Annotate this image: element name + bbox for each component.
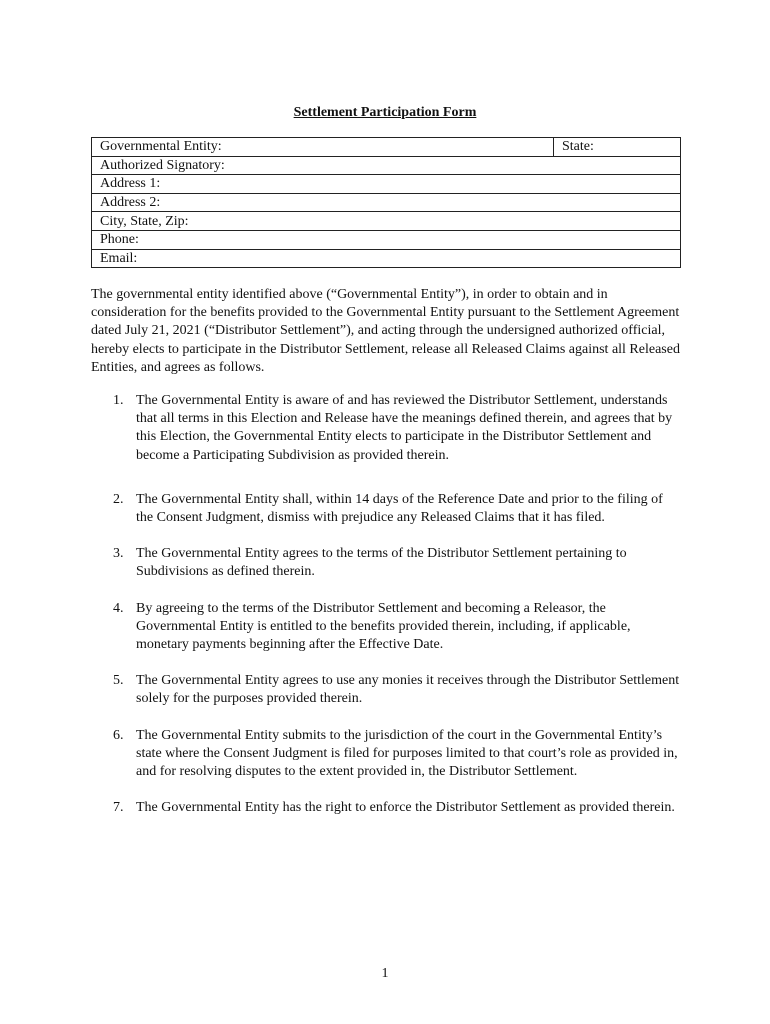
- clause-text: The Governmental Entity submits to the jurisdiction of the court in the Governmental Entity’s state where the Consent Judgment is filed for purposes limited to that court’s role as provided in, and for resolving disputes to the extent provided in, the Distributor Settlement.: [136, 727, 678, 780]
- table-row: [92, 212, 681, 231]
- intro-paragraph: The governmental entity identified above (“Governmental Entity”), in order to obtain and in consideration for the benefits provided to the Governmental Entity pursuant to the Settlement Agreement dated July 21, 2021 (“Distributor Settlement”), and acting through the undersigned authorized official, hereby elects to participate in the Distributor Settlement, release all Released Claims against all Released Entities, and agrees as follows.: [91, 287, 680, 375]
- email-field: Email:: [92, 249, 681, 268]
- city-state-zip-field: City, State, Zip:: [92, 212, 681, 231]
- clause-item: [91, 672, 681, 708]
- clause-number: 5.: [113, 673, 124, 689]
- table-row: [92, 230, 681, 249]
- clause-number: 3.: [113, 546, 124, 562]
- clause-item: [91, 491, 681, 527]
- clause-item: [91, 545, 681, 581]
- clause-number: 4.: [113, 600, 124, 616]
- clause-text: The Governmental Entity is aware of and has reviewed the Distributor Settlement, understands that all terms in this Election and Release have the meanings defined therein, and agrees that by this Election, the Governmental Entity elects to participate in the Distributor Settlement and become a Participating Subdivision as provided therein.: [136, 393, 673, 463]
- address-2-field: Address 2:: [92, 193, 681, 212]
- entity-info-table: [91, 137, 681, 268]
- state-field: State:: [554, 138, 681, 157]
- table-row: [92, 156, 681, 175]
- clause-text: The Governmental Entity agrees to the terms of the Distributor Settlement pertaining to Subdivisions as defined therein.: [136, 546, 627, 580]
- clause-item: [91, 727, 681, 782]
- page-number: 1: [381, 966, 389, 981]
- clause-item: [91, 600, 681, 655]
- clause-list: [91, 392, 681, 817]
- clause-number: 2.: [113, 491, 124, 507]
- address-1-field: Address 1:: [92, 175, 681, 194]
- phone-field: Phone:: [92, 230, 681, 249]
- clause-number: 6.: [113, 727, 124, 743]
- clause-text: The Governmental Entity agrees to use any monies it receives through the Distributor Settlement solely for the purposes provided therein.: [136, 673, 680, 707]
- clause-item: [91, 392, 681, 465]
- clause-number: 1.: [113, 393, 124, 408]
- form-title: Settlement Participation Form: [293, 105, 477, 120]
- clause-text: The Governmental Entity shall, within 14 days of the Reference Date and prior to the filing of the Consent Judgment, dismiss with prejudice any Released Claims that it has filed.: [136, 491, 663, 526]
- clause-number: 7.: [113, 800, 124, 816]
- governmental-entity-field: Governmental Entity:: [92, 138, 554, 157]
- authorized-signatory-field: Authorized Signatory:: [92, 156, 681, 175]
- table-row: [92, 249, 681, 268]
- table-row: [92, 175, 681, 194]
- clause-item: [91, 799, 681, 817]
- table-row: [92, 193, 681, 212]
- clause-text: The Governmental Entity has the right to enforce the Distributor Settlement as provided therein.: [136, 800, 675, 816]
- table-row: [92, 138, 681, 157]
- clause-text: By agreeing to the terms of the Distributor Settlement and becoming a Releasor, the Governmental Entity is entitled to the benefits provided therein, including, if applicable, monetary payments beginning after the Effective Date.: [136, 600, 631, 653]
